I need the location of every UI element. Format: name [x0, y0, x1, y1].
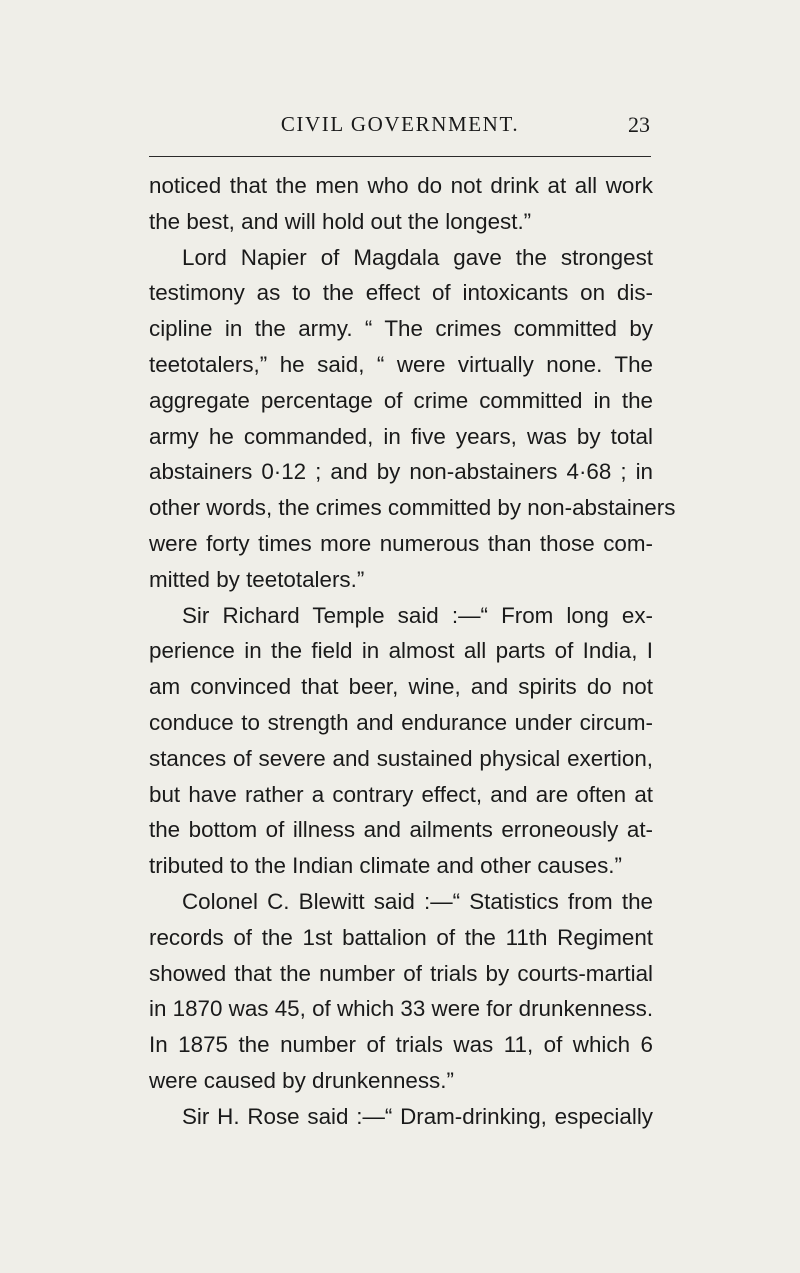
page-number: 23	[628, 112, 650, 137]
text-line: cipline in the army. “ The crimes committed by	[149, 316, 653, 342]
text-line: the best, and will hold out the longest.”	[149, 208, 532, 234]
text-line: abstainers 0·12 ; and by non-abstainers 4·68 ; in	[149, 459, 653, 485]
text-line: records of the 1st battalion of the 11th Regiment	[149, 924, 653, 950]
paragraph-start-line: Sir Richard Temple said :—“ From long ex-	[182, 602, 653, 628]
body-text	[149, 168, 676, 1135]
running-title: CIVIL GOVERNMENT.	[280, 112, 520, 136]
text-line: in 1870 was 45, of which 33 were for drunkenness.	[149, 996, 654, 1022]
text-line: In 1875 the number of trials was 11, of which 6	[149, 1032, 653, 1058]
text-line: aggregate percentage of crime committed in the	[149, 387, 653, 413]
text-line: other words, the crimes committed by non-abstainers	[149, 495, 676, 521]
text-line: the bottom of illness and ailments erroneously at-	[149, 817, 653, 843]
running-header	[150, 112, 650, 142]
text-line: am convinced that beer, wine, and spirits do not	[149, 674, 653, 700]
text-line: conduce to strength and endurance under circum-	[149, 709, 653, 735]
text-line: were forty times more numerous than those com-	[149, 530, 653, 556]
text-line: teetotalers,” he said, “ were virtually none. The	[149, 351, 653, 377]
header-rule	[149, 156, 651, 157]
text-line: army he commanded, in five years, was by total	[149, 423, 653, 449]
text-line: were caused by drunkenness.”	[149, 1067, 454, 1093]
text-line: stances of severe and sustained physical exertion,	[149, 745, 653, 771]
paragraph-start-line: Lord Napier of Magdala gave the strongest	[182, 244, 653, 270]
text-line: showed that the number of trials by courts-martial	[149, 960, 653, 986]
text-line: perience in the field in almost all parts of India, I	[149, 638, 653, 664]
text-line: mitted by teetotalers.”	[149, 566, 365, 592]
text-line: noticed that the men who do not drink at all work	[149, 173, 653, 198]
text-line: testimony as to the effect of intoxicants on dis-	[149, 280, 653, 306]
text-line: tributed to the Indian climate and other causes.”	[149, 853, 622, 879]
paragraph-start-line: Sir H. Rose said :—“ Dram-drinking, especially	[182, 1103, 653, 1129]
text-line: but have rather a contrary effect, and are often at	[149, 781, 653, 807]
paragraph-start-line: Colonel C. Blewitt said :—“ Statistics from the	[182, 888, 653, 914]
